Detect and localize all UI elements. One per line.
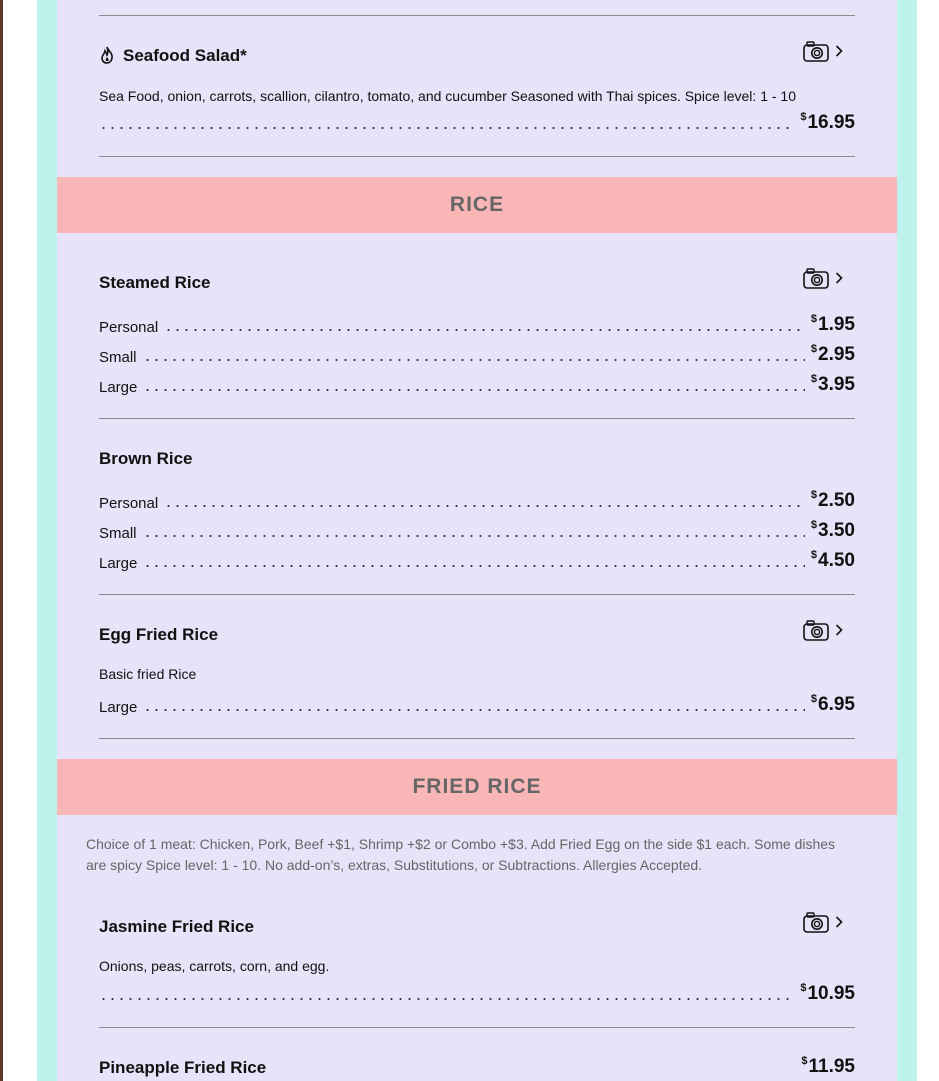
divider (99, 1027, 855, 1028)
menu-item-pineapple-fried-rice[interactable]: Pineapple Fried Rice (99, 1058, 267, 1077)
size-option[interactable] (99, 518, 855, 542)
dot-leader (164, 318, 805, 332)
photo-link[interactable] (803, 40, 845, 62)
price-value: 2.95 (818, 344, 855, 365)
price-value: 4.50 (818, 550, 855, 571)
size-price (811, 373, 855, 396)
currency-symbol: $ (810, 549, 818, 561)
category-note: Choice of 1 meat: Chicken, Pork, Beef +$1, Shrimp +$2 or Combo +$3. Add Fried Egg on the side $1 each. Some dishes are spicy Spice level: 1 - 10. No add-on’s, extras, Substitutions, or Subtractions. Allergies Accepted. (86, 836, 836, 873)
dot-leader (99, 116, 794, 130)
divider (99, 156, 855, 157)
price-value: 3.95 (818, 374, 855, 395)
size-option[interactable] (99, 372, 855, 396)
size-price (811, 343, 855, 366)
currency-symbol: $ (801, 1055, 808, 1067)
camera-icon (803, 41, 829, 62)
currency-symbol: $ (810, 693, 818, 705)
dot-leader (143, 524, 805, 538)
size-option[interactable] (99, 342, 855, 366)
price-value: 6.95 (818, 694, 855, 715)
item-price (801, 1055, 855, 1078)
size-label: Large (99, 379, 138, 396)
size-price (811, 519, 855, 542)
divider (99, 594, 855, 595)
divider (99, 418, 855, 419)
size-price (811, 549, 855, 572)
dot-leader (143, 698, 805, 712)
photo-link[interactable] (803, 619, 845, 641)
item-price (800, 111, 855, 134)
size-price (811, 313, 855, 336)
size-label: Personal (99, 319, 159, 336)
item-price (800, 982, 855, 1005)
dot-leader (143, 554, 805, 568)
category-title: RICE (449, 193, 505, 216)
category-title: FRIED RICE (412, 775, 542, 798)
price-row (99, 110, 855, 134)
currency-symbol: $ (810, 313, 818, 325)
camera-icon (803, 912, 829, 933)
category-header-fried-rice (57, 759, 897, 815)
divider (99, 15, 855, 16)
category-header-rice (57, 177, 897, 233)
camera-icon (803, 268, 829, 289)
item-description: Onions, peas, carrots, corn, and egg. (99, 958, 330, 974)
currency-symbol: $ (810, 373, 818, 385)
size-label: Personal (99, 495, 159, 512)
size-label: Large (99, 699, 138, 716)
price-value: 1.95 (818, 314, 855, 335)
item-description: Basic fried Rice (99, 666, 197, 682)
size-option[interactable] (99, 488, 855, 512)
chevron-right-icon (835, 45, 843, 57)
size-label: Large (99, 555, 138, 572)
photo-link[interactable] (803, 267, 845, 289)
photo-link[interactable] (803, 911, 845, 933)
dot-leader (143, 378, 805, 392)
dot-leader (143, 348, 805, 362)
currency-symbol: $ (810, 519, 818, 531)
size-price (811, 489, 855, 512)
camera-icon (803, 620, 829, 641)
price-value: 2.50 (818, 490, 855, 511)
dot-leader (99, 987, 794, 1001)
size-label: Small (99, 525, 137, 542)
price-value: 3.50 (818, 520, 855, 541)
divider (99, 738, 855, 739)
price-value: 16.95 (807, 112, 855, 133)
price-value: 10.95 (807, 983, 855, 1004)
chevron-right-icon (835, 272, 843, 284)
chevron-right-icon (835, 916, 843, 928)
price-value: 11.95 (808, 1056, 855, 1077)
size-option[interactable] (99, 548, 855, 572)
item-name: Seafood Salad* (123, 46, 247, 65)
flame-icon (99, 46, 115, 64)
item-description: Sea Food, onion, carrots, scallion, cilantro, tomato, and cucumber Seasoned with Thai spices. Spice level: 1 - 10 (99, 88, 796, 104)
menu-item-jasmine-fried-rice[interactable]: Jasmine Fried Rice (99, 917, 254, 936)
chevron-right-icon (835, 624, 843, 636)
size-option[interactable] (99, 692, 855, 716)
size-option[interactable] (99, 312, 855, 336)
menu-item-egg-fried-rice[interactable]: Egg Fried Rice (99, 625, 219, 644)
currency-symbol: $ (810, 343, 818, 355)
size-label: Small (99, 349, 137, 366)
price-row (99, 981, 855, 1005)
currency-symbol: $ (800, 111, 807, 123)
currency-symbol: $ (810, 489, 818, 501)
size-price (811, 693, 855, 716)
menu-item-brown-rice[interactable]: Brown Rice (99, 449, 193, 468)
dot-leader (164, 494, 805, 508)
menu-item-steamed-rice[interactable]: Steamed Rice (99, 273, 211, 292)
currency-symbol: $ (800, 982, 807, 994)
